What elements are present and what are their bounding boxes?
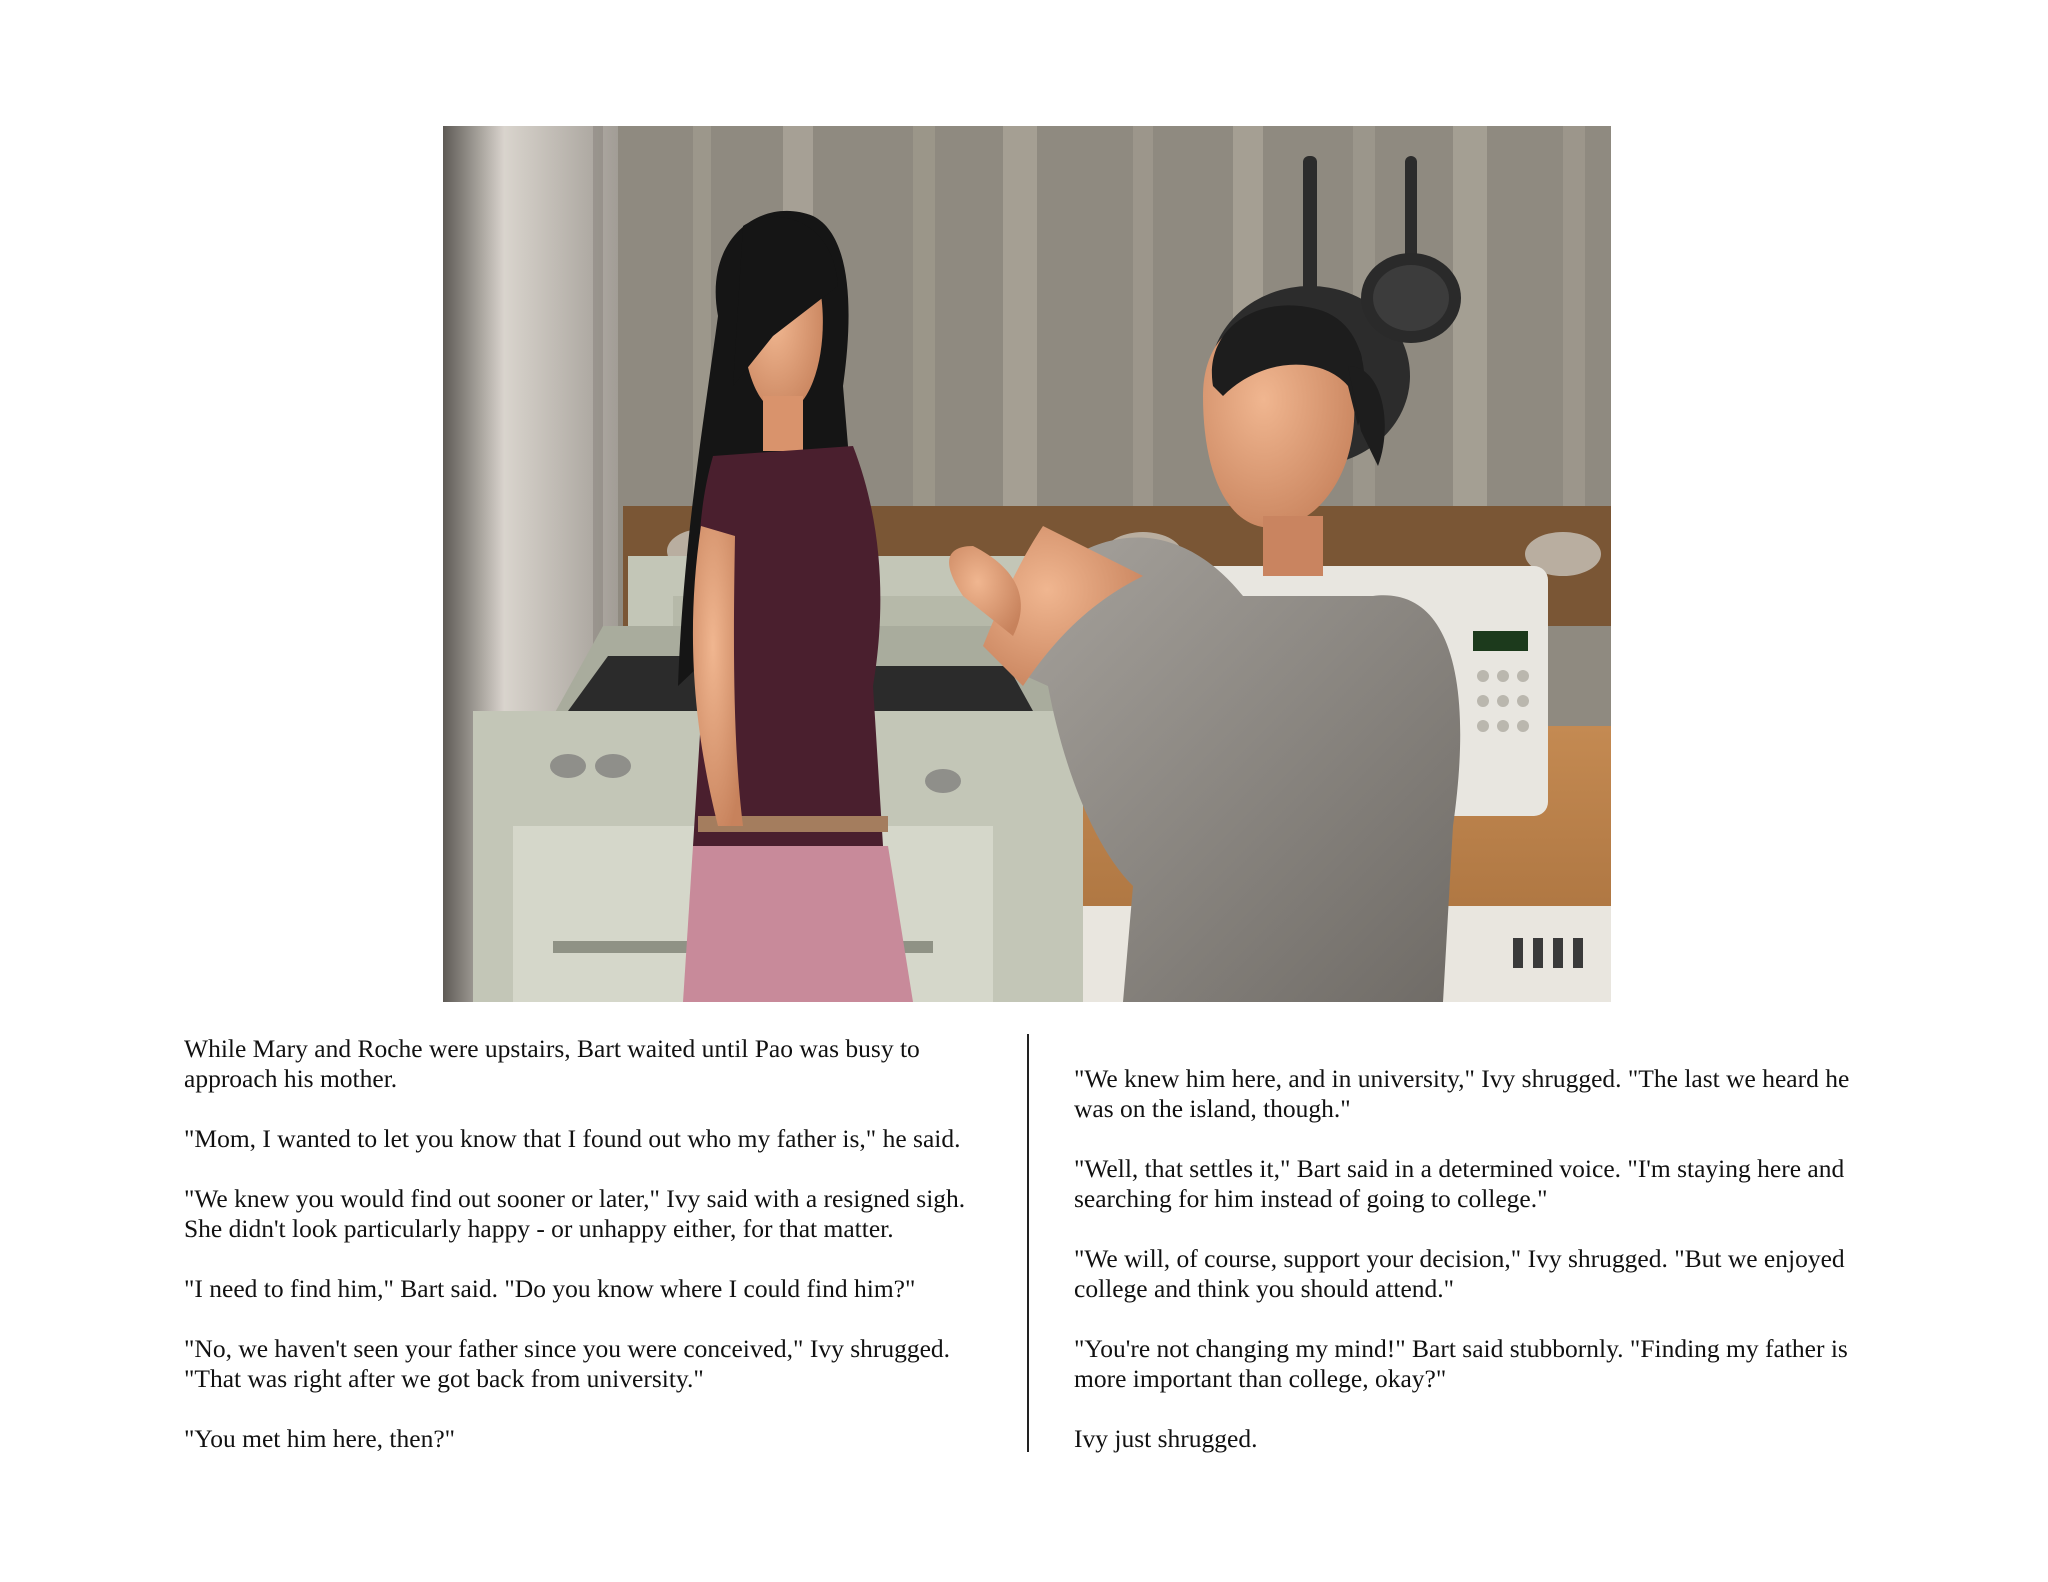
paragraph: "We will, of course, support your decision," Ivy shrugged. "But we enjoyed college and think you should attend." bbox=[1074, 1244, 1845, 1303]
story-illustration bbox=[443, 126, 1611, 1002]
paragraph: "I need to find him," Bart said. "Do you know where I could find him?" bbox=[184, 1274, 916, 1303]
paragraph: "No, we haven't seen your father since you were conceived," Ivy shrugged. "That was right after we got back from university." bbox=[184, 1334, 951, 1393]
paragraph: Ivy just shrugged. bbox=[1074, 1424, 1258, 1453]
column-divider bbox=[1027, 1034, 1029, 1452]
microwave-display bbox=[1473, 631, 1528, 651]
paragraph: "We knew him here, and in university," Ivy shrugged. "The last we heard he was on the island, though." bbox=[1074, 1064, 1850, 1123]
paragraph: "Mom, I wanted to let you know that I found out who my father is," he said. bbox=[184, 1124, 961, 1153]
paragraph: "Well, that settles it," Bart said in a determined voice. "I'm staying here and searching for him instead of going to college." bbox=[1074, 1154, 1845, 1213]
microwave-keypad bbox=[1477, 670, 1529, 732]
text-column-left bbox=[184, 1034, 984, 1484]
text-column-right bbox=[1074, 1034, 1882, 1484]
paragraph: "You met him here, then?" bbox=[184, 1424, 456, 1453]
paragraph: "We knew you would find out sooner or later," Ivy said with a resigned sigh. She didn't look particularly happy - or unhappy either, for that matter. bbox=[184, 1184, 966, 1243]
story-text bbox=[184, 1034, 1882, 1454]
paragraph: While Mary and Roche were upstairs, Bart waited until Pao was busy to approach his mother. bbox=[184, 1034, 920, 1093]
paragraph: "You're not changing my mind!" Bart said stubbornly. "Finding my father is more important than college, okay?" bbox=[1074, 1334, 1848, 1393]
